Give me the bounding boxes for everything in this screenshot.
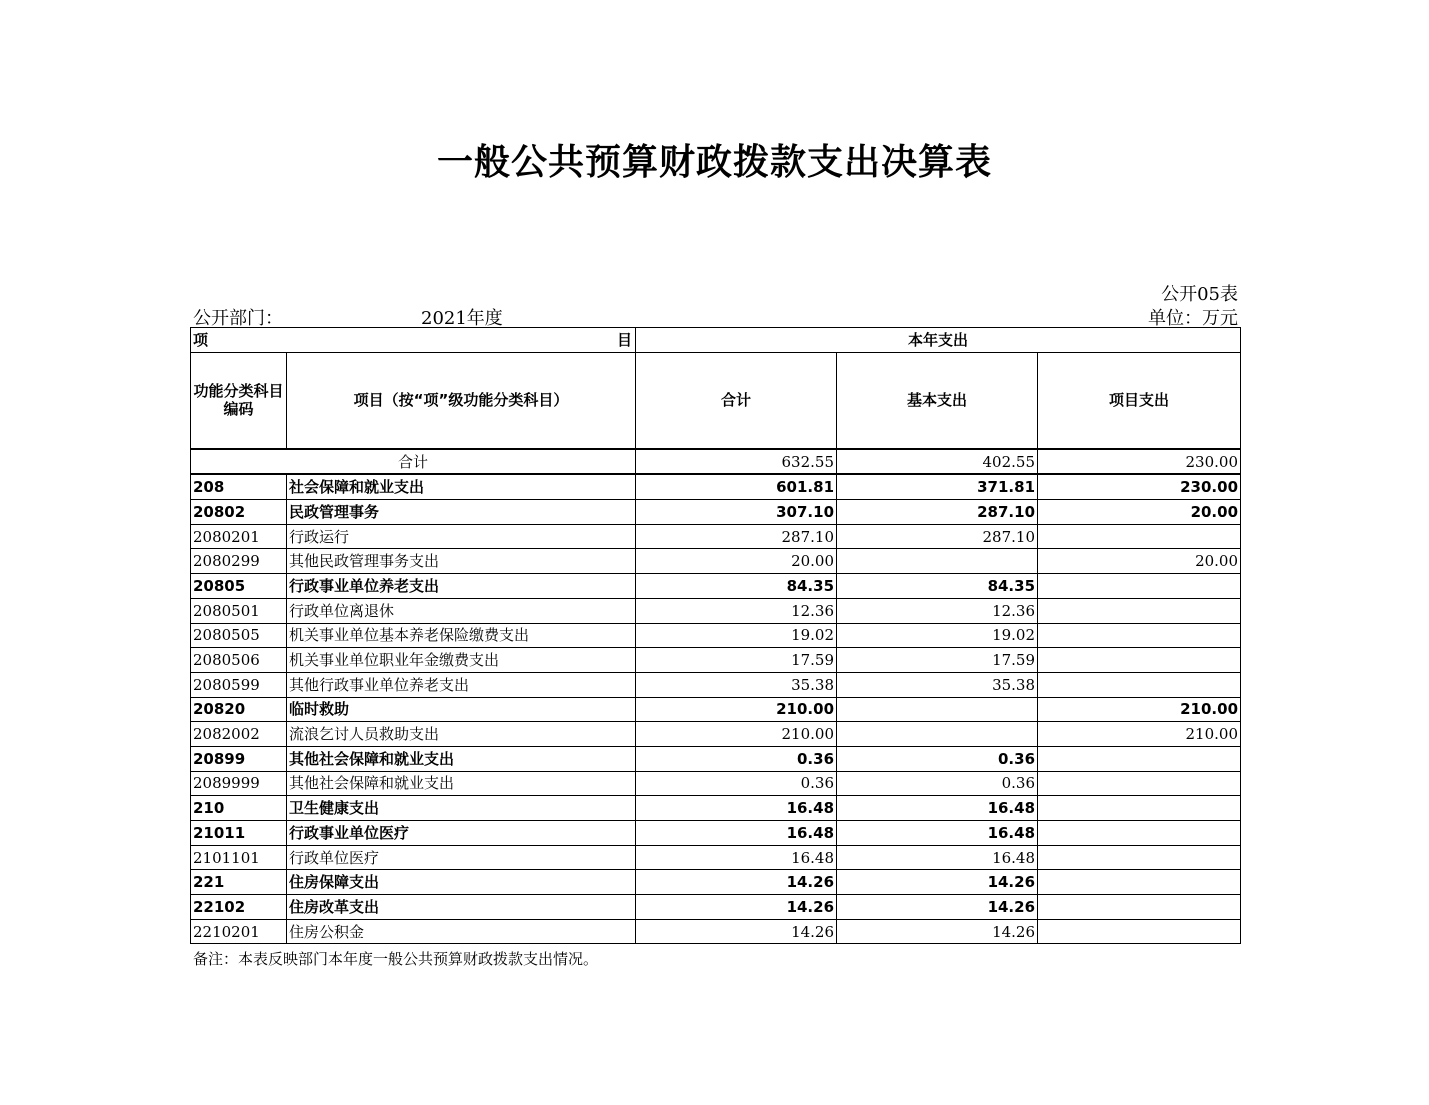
row-project — [1038, 919, 1241, 944]
row-code: 210 — [191, 796, 287, 821]
row-basic: 16.48 — [837, 821, 1038, 846]
row-name: 其他社会保障和就业支出 — [287, 746, 636, 771]
row-code: 20820 — [191, 697, 287, 722]
row-total: 210.00 — [636, 722, 837, 747]
row-code: 221 — [191, 870, 287, 895]
row-project: 210.00 — [1038, 722, 1241, 747]
table-row — [191, 771, 1241, 796]
row-total: 19.02 — [636, 623, 837, 648]
row-total: 14.26 — [636, 919, 837, 944]
table-row — [191, 697, 1241, 722]
row-basic: 12.36 — [837, 598, 1038, 623]
row-project — [1038, 746, 1241, 771]
row-name: 临时救助 — [287, 697, 636, 722]
row-code: 2080505 — [191, 623, 287, 648]
row-name: 行政单位离退休 — [287, 598, 636, 623]
table-row — [191, 722, 1241, 747]
row-code: 20899 — [191, 746, 287, 771]
header-row-group — [191, 328, 1241, 353]
row-project — [1038, 895, 1241, 920]
table-row — [191, 821, 1241, 846]
row-total: 16.48 — [636, 845, 837, 870]
table-row — [191, 549, 1241, 574]
total-row — [191, 449, 1241, 475]
row-total: 84.35 — [636, 574, 837, 599]
row-name: 住房保障支出 — [287, 870, 636, 895]
row-code: 2080506 — [191, 648, 287, 673]
row-project: 210.00 — [1038, 697, 1241, 722]
row-project — [1038, 845, 1241, 870]
header-code-col: 功能分类科目编码 — [191, 352, 287, 449]
row-code: 2082002 — [191, 722, 287, 747]
table-row — [191, 574, 1241, 599]
row-project — [1038, 574, 1241, 599]
row-total: 17.59 — [636, 648, 837, 673]
table-row — [191, 500, 1241, 525]
row-code: 2080501 — [191, 598, 287, 623]
row-project — [1038, 524, 1241, 549]
row-basic — [837, 722, 1038, 747]
row-code: 2080201 — [191, 524, 287, 549]
row-total: 16.48 — [636, 796, 837, 821]
row-basic: 14.26 — [837, 919, 1038, 944]
table-row — [191, 474, 1241, 499]
row-basic: 16.48 — [837, 845, 1038, 870]
table-row — [191, 796, 1241, 821]
table-row — [191, 895, 1241, 920]
row-code: 2210201 — [191, 919, 287, 944]
row-code: 20802 — [191, 500, 287, 525]
header-item-right: 目 — [617, 330, 633, 349]
table-row — [191, 623, 1241, 648]
row-total: 0.36 — [636, 771, 837, 796]
row-project — [1038, 821, 1241, 846]
row-total: 16.48 — [636, 821, 837, 846]
row-total: 0.36 — [636, 746, 837, 771]
row-code: 20805 — [191, 574, 287, 599]
row-basic: 84.35 — [837, 574, 1038, 599]
fiscal-year: 2021年度 — [421, 308, 503, 329]
row-total: 307.10 — [636, 500, 837, 525]
row-project — [1038, 598, 1241, 623]
expenditure-table — [190, 327, 1241, 944]
table-row — [191, 845, 1241, 870]
footnote: 备注：本表反映部门本年度一般公共预算财政拨款支出情况。 — [193, 950, 599, 968]
table-row — [191, 746, 1241, 771]
table-row — [191, 672, 1241, 697]
row-basic: 16.48 — [837, 796, 1038, 821]
header-name-col: 项目（按“项”级功能分类科目） — [287, 352, 636, 449]
row-name: 机关事业单位职业年金缴费支出 — [287, 648, 636, 673]
total-label: 合计 — [191, 449, 636, 475]
row-code: 2101101 — [191, 845, 287, 870]
header-project-col: 项目支出 — [1038, 352, 1241, 449]
header-group-cell: 本年支出 — [636, 328, 1241, 353]
row-basic: 0.36 — [837, 746, 1038, 771]
row-name: 社会保障和就业支出 — [287, 474, 636, 499]
row-basic: 35.38 — [837, 672, 1038, 697]
row-code: 208 — [191, 474, 287, 499]
row-name: 民政管理事务 — [287, 500, 636, 525]
page-title: 一般公共预算财政拨款支出决算表 — [436, 142, 992, 183]
row-total: 601.81 — [636, 474, 837, 499]
row-code: 2080299 — [191, 549, 287, 574]
row-project — [1038, 870, 1241, 895]
table-row — [191, 870, 1241, 895]
row-project: 20.00 — [1038, 500, 1241, 525]
row-project — [1038, 648, 1241, 673]
row-code: 22102 — [191, 895, 287, 920]
row-name: 其他社会保障和就业支出 — [287, 771, 636, 796]
row-basic: 17.59 — [837, 648, 1038, 673]
row-basic: 287.10 — [837, 500, 1038, 525]
row-basic: 287.10 — [837, 524, 1038, 549]
unit-label: 单位：万元 — [1148, 308, 1238, 329]
row-name: 行政运行 — [287, 524, 636, 549]
row-basic — [837, 697, 1038, 722]
row-basic: 14.26 — [837, 895, 1038, 920]
row-basic: 14.26 — [837, 870, 1038, 895]
row-name: 住房公积金 — [287, 919, 636, 944]
row-code: 2089999 — [191, 771, 287, 796]
form-number: 公开05表 — [1161, 284, 1238, 305]
table-row — [191, 524, 1241, 549]
table-row — [191, 598, 1241, 623]
row-total: 287.10 — [636, 524, 837, 549]
row-total: 20.00 — [636, 549, 837, 574]
total-total: 632.55 — [636, 449, 837, 475]
row-project: 230.00 — [1038, 474, 1241, 499]
row-project — [1038, 796, 1241, 821]
row-project — [1038, 672, 1241, 697]
header-total-col: 合计 — [636, 352, 837, 449]
row-total: 14.26 — [636, 870, 837, 895]
row-total: 14.26 — [636, 895, 837, 920]
row-name: 机关事业单位基本养老保险缴费支出 — [287, 623, 636, 648]
row-total: 210.00 — [636, 697, 837, 722]
row-name: 流浪乞讨人员救助支出 — [287, 722, 636, 747]
total-project: 230.00 — [1038, 449, 1241, 475]
row-code: 21011 — [191, 821, 287, 846]
row-project — [1038, 623, 1241, 648]
header-item-left: 项 — [193, 330, 209, 349]
header-item-cell — [191, 328, 636, 353]
row-basic: 371.81 — [837, 474, 1038, 499]
row-project: 20.00 — [1038, 549, 1241, 574]
row-basic — [837, 549, 1038, 574]
row-code: 2080599 — [191, 672, 287, 697]
header-basic-col: 基本支出 — [837, 352, 1038, 449]
row-name: 其他行政事业单位养老支出 — [287, 672, 636, 697]
table-row — [191, 648, 1241, 673]
table-row — [191, 919, 1241, 944]
row-total: 35.38 — [636, 672, 837, 697]
department-label: 公开部门： — [193, 308, 283, 329]
total-basic: 402.55 — [837, 449, 1038, 475]
row-name: 行政事业单位养老支出 — [287, 574, 636, 599]
row-name: 卫生健康支出 — [287, 796, 636, 821]
header-row-columns — [191, 352, 1241, 449]
row-name: 住房改革支出 — [287, 895, 636, 920]
row-basic: 19.02 — [837, 623, 1038, 648]
row-name: 行政事业单位医疗 — [287, 821, 636, 846]
row-total: 12.36 — [636, 598, 837, 623]
row-name: 行政单位医疗 — [287, 845, 636, 870]
row-name: 其他民政管理事务支出 — [287, 549, 636, 574]
row-basic: 0.36 — [837, 771, 1038, 796]
row-project — [1038, 771, 1241, 796]
